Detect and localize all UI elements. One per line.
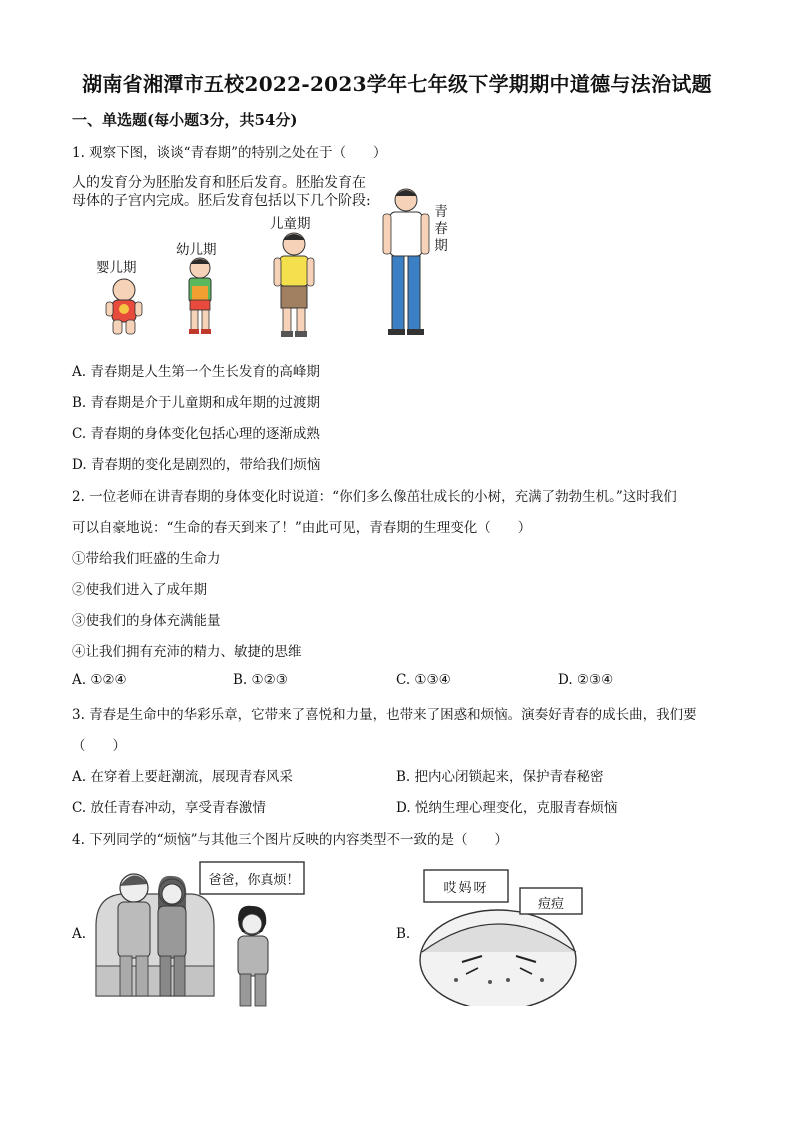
q4-option-b-label: B. [396,926,411,942]
speech-caption: 爸爸，你真烦！ [208,873,300,888]
caption-exclaim: 哎妈呀 [443,881,489,896]
figure-text-line2: 母体的子宫内完成。胚后发育包括以下几个阶段: [72,193,371,209]
q3-option-b: B. 把内心闭锁起来，保护青春秘密 [396,769,604,785]
teen-figure [378,186,434,338]
q1-figure [72,170,472,345]
q3-option-d: D. 悦纳生理心理变化，克服青春烦恼 [396,800,618,816]
q1-stem: 1. 观察下图，谈谈“青春期”的特别之处在于（ ） [72,145,387,161]
q4-option-a-image [92,856,312,1014]
q1-option-a: A. 青春期是人生第一个生长发育的高峰期 [72,364,320,380]
stage-child-label: 儿童期 [270,216,311,232]
stage-toddler-label: 幼儿期 [176,242,217,258]
q2-option-c: C. ①③④ [396,672,451,688]
q1-option-d: D. 青春期的变化是剧烈的，带给我们烦恼 [72,457,321,473]
q2-option-a: A. ①②④ [72,672,127,688]
q2-stem-line2: 可以自豪地说：“生命的春天到来了！”由此可见，青春期的生理变化（ ） [72,520,532,536]
section-heading: 一、单选题(每小题3分，共54分) [72,111,298,129]
q3-option-c: C. 放任青春冲动，享受青春激情 [72,800,266,816]
q2-item-1: ①带给我们旺盛的生命力 [72,551,221,567]
stage-youth-label: 青春期 [434,204,448,254]
page-title: 湖南省湘潭市五校2022-2023学年七年级下学期期中道德与法治试题 [82,72,712,96]
caption-acne: 痘痘 [537,897,564,912]
q4-stem: 4. 下列同学的“烦恼”与其他三个图片反映的内容类型不一致的是（ ） [72,832,508,848]
q1-option-b: B. 青春期是介于儿童期和成年期的过渡期 [72,395,321,411]
toddler-figure [180,256,220,336]
q2-option-b: B. ①②③ [233,672,288,688]
q2-stem-line1: 2. 一位老师在讲青春期的身体变化时说道：“你们多么像茁壮成长的小树，充满了勃勃生机。”这时我们 [72,489,677,505]
q3-stem-line2: （ ） [72,738,126,754]
q2-item-2: ②使我们进入了成年期 [72,582,207,598]
stage-infant-label: 婴儿期 [96,260,137,276]
q1-option-c: C. 青春期的身体变化包括心理的逐渐成熟 [72,426,320,442]
q3-option-a: A. 在穿着上要赶潮流，展现青春风采 [72,769,293,785]
q2-item-3: ③使我们的身体充满能量 [72,613,221,629]
q2-item-4: ④让我们拥有充沛的精力、敏捷的思维 [72,644,302,660]
q4-option-a-label: A. [72,926,87,942]
q3-stem-line1: 3. 青春是生命中的华彩乐章，它带来了喜悦和力量，也带来了困惑和烦恼。演奏好青春的成长曲，我们要 [72,707,697,723]
child-figure [270,230,318,338]
baby-figure [100,276,148,338]
figure-text-line1: 人的发育分为胚胎发育和胚后发育。胚胎发育在 [72,175,366,191]
q2-option-d: D. ②③④ [558,672,614,688]
q4-option-b-image [412,856,612,1006]
